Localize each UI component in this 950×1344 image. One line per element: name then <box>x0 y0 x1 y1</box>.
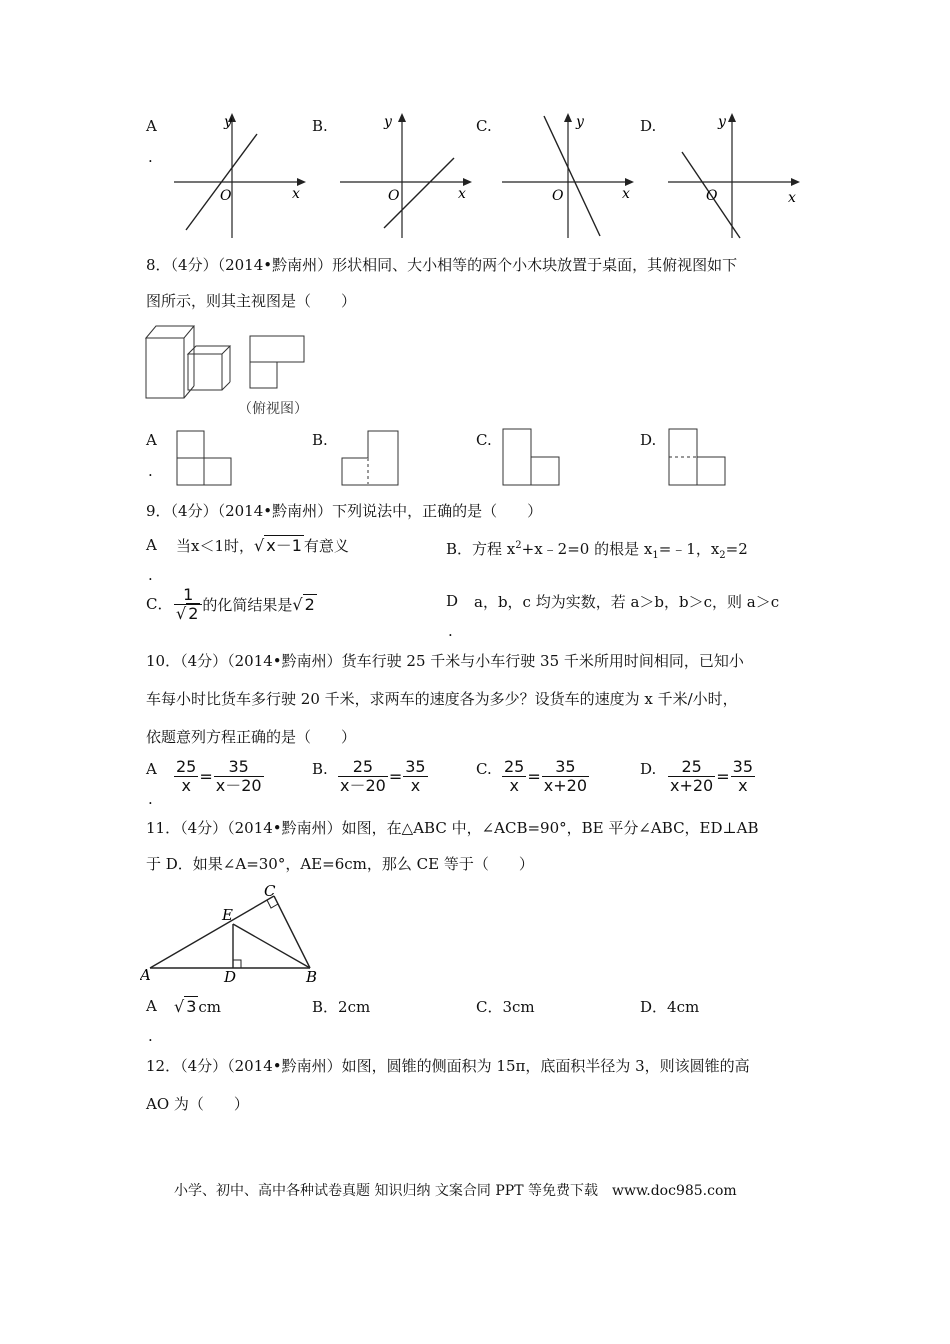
q9-option-a <box>176 535 349 557</box>
q11-option-a-dot: . <box>148 1027 153 1045</box>
q9-option-c-numerator: 1 <box>174 586 202 605</box>
q9-option-a-post: 有意义 <box>303 537 349 555</box>
q9-option-d-text: a，b，c 均为实数，若 a＞b，b＞c，则 a＞c <box>474 593 780 611</box>
q11-option-a-unit: cm <box>198 998 222 1016</box>
q10-b-eq: = <box>388 767 403 786</box>
q8-option-d-figure <box>668 428 728 488</box>
q9-option-b-text1: 方程 x <box>472 540 516 558</box>
q10-c-eq: = <box>527 767 541 786</box>
q11-option-a-sqrt: √ 3 <box>174 997 197 1016</box>
q10-option-d-equation <box>668 758 755 795</box>
q10-stem-line2: 车每小时比货车多行驶 20 千米，求两车的速度各为多少？设货车的速度为 x 千米/小时， <box>146 690 738 708</box>
q7-graph-d <box>666 110 806 242</box>
q7-graph-a-x-label: x <box>292 186 300 202</box>
q7-graph-b-origin: O <box>388 188 400 204</box>
q9-option-a-sqrt: √ x－1 <box>254 536 302 555</box>
q11-option-a-radicand: 3 <box>186 997 197 1016</box>
q10-d-d1: x+20 <box>670 776 714 795</box>
q8-option-b-figure <box>340 430 402 488</box>
q8-option-c-figure <box>502 428 562 488</box>
q9-option-a-radicand: x－1 <box>266 536 302 555</box>
q10-a-n2: 35 <box>214 758 264 777</box>
q7-graph-c-x-label: x <box>622 186 630 202</box>
q9-option-c-den-radicand: 2 <box>188 604 199 623</box>
q7-graph-b-y-label: y <box>384 114 392 130</box>
q8-top-view-caption: （俯视图） <box>238 401 308 417</box>
q11-label-a: A <box>140 966 151 984</box>
q11-option-a <box>174 996 221 1018</box>
q10-b-d2: x <box>410 776 421 795</box>
q9-option-a-pre: 当x＜1时， <box>176 537 255 555</box>
q10-option-d-letter: D. <box>640 760 657 778</box>
q11-label-d: D <box>224 968 237 986</box>
q8-option-a-dot: . <box>148 462 153 480</box>
q12-stem-line1: 12．（4分）（2014•黔南州）如图，圆锥的侧面积为 15π，底面积半径为 3，则该圆锥的高 <box>146 1057 750 1075</box>
q8-option-d-letter: D. <box>640 431 657 449</box>
q9-stem: 9．（4分）（2014•黔南州）下列说法中，正确的是（ ） <box>146 502 543 520</box>
q9-option-a-letter: A <box>146 536 157 554</box>
q10-d-n1: 25 <box>668 758 715 777</box>
q10-d-eq: = <box>716 767 730 786</box>
q7-graph-a-y-label: y <box>224 114 232 130</box>
q10-a-n1: 25 <box>176 757 197 776</box>
q9-option-d-letter: D <box>446 592 459 610</box>
q11-triangle-figure <box>140 884 330 986</box>
q9-option-b-sub1: 1 <box>652 550 659 561</box>
q9-option-c-post: 的化简结果是 <box>202 596 293 614</box>
q7-graph-b-x-label: x <box>458 186 466 202</box>
q10-a-d1: x <box>181 776 191 795</box>
q9-option-c-radicand: 2 <box>304 595 315 614</box>
q11-option-b: B．2cm <box>312 998 371 1016</box>
q11-option-a-letter: A <box>146 997 157 1015</box>
q11-label-c: C <box>264 884 276 900</box>
q11-stem-line1: 11．（4分）（2014•黔南州）如图，在△ABC 中，∠ACB=90°，BE 平分∠ABC，ED⊥AB <box>146 819 759 837</box>
q9-option-b-text4: =2 <box>725 540 748 558</box>
q9-option-c-fraction <box>174 586 202 623</box>
q7-option-a-dot: . <box>148 148 153 166</box>
q9-option-b-letter: B． <box>446 540 473 558</box>
q9-option-c-letter: C． <box>146 595 173 613</box>
q7-graph-d-x-label: x <box>788 190 796 206</box>
q10-d-d2: x <box>738 776 748 795</box>
q7-graph-a <box>172 110 312 242</box>
q10-b-d1: x－20 <box>340 776 386 795</box>
q9-option-b-sub2: 2 <box>719 550 726 561</box>
q8-option-c-letter: C. <box>476 431 492 449</box>
page-footer: 小学、初中、高中各种试卷真题 知识归纳 文案合同 PPT 等免费下载 www.doc985.com <box>174 1183 737 1199</box>
q7-option-a-letter: A <box>146 117 157 135</box>
q11-label-e: E <box>222 906 233 924</box>
q8-stem-line2: 图所示，则其主视图是（ ） <box>146 292 357 310</box>
q10-b-n1: 25 <box>338 758 388 777</box>
q10-c-n1: 25 <box>504 757 525 776</box>
q10-option-a-letter: A <box>146 760 157 778</box>
q9-option-c-sqrt: √ 2 <box>292 595 315 614</box>
q10-option-b-letter: B. <box>312 760 328 778</box>
q10-option-a-dot: . <box>148 790 153 808</box>
q10-c-n2: 35 <box>542 758 589 777</box>
q10-c-d1: x <box>509 776 519 795</box>
q8-option-a-letter: A <box>146 431 157 449</box>
q9-option-b-text2: +x﹣2=0 的根是 x <box>521 540 653 558</box>
q9-option-d-dot: . <box>448 622 453 640</box>
q8-option-b-letter: B. <box>312 431 328 449</box>
q10-a-d2: x－20 <box>215 776 262 795</box>
q7-option-d-letter: D. <box>640 117 657 135</box>
q11-label-b: B <box>306 968 318 986</box>
q10-stem-line1: 10．（4分）（2014•黔南州）货车行驶 25 千米与小车行驶 35 千米所用时间相同，已知小 <box>146 652 744 670</box>
q10-d-n2: 35 <box>732 757 753 776</box>
q9-option-c-denominator: √ 2 <box>176 604 199 623</box>
q9-option-c <box>174 586 317 623</box>
q7-graph-c <box>500 110 640 242</box>
q12-stem-line2: AO 为（ ） <box>146 1095 249 1113</box>
q10-option-a-equation <box>174 758 264 795</box>
q8-option-a-figure <box>176 430 236 488</box>
q7-graph-c-y-label: y <box>576 114 584 130</box>
q9-option-b-sup: 2 <box>515 540 522 551</box>
q11-stem-line2: 于 D．如果∠A=30°，AE=6cm，那么 CE 等于（ ） <box>146 855 534 873</box>
q10-option-b-equation <box>338 758 428 795</box>
q10-option-c-letter: C. <box>476 760 492 778</box>
q7-option-c-letter: C. <box>476 117 492 135</box>
q7-graph-c-origin: O <box>552 188 564 204</box>
q8-blocks-figure <box>142 320 322 404</box>
q8-stem-line1: 8．（4分）（2014•黔南州）形状相同、大小相等的两个小木块放置于桌面，其俯视图如下 <box>146 256 738 274</box>
q11-option-c: C．3cm <box>476 998 535 1016</box>
q9-option-a-dot: . <box>148 566 153 584</box>
q10-c-d2: x+20 <box>543 776 587 795</box>
q10-b-n2: 35 <box>405 757 426 776</box>
q9-option-b <box>446 535 748 567</box>
q7-graph-a-origin: O <box>220 188 232 204</box>
q11-option-d: D．4cm <box>640 998 700 1016</box>
q10-stem-line3: 依题意列方程正确的是（ ） <box>146 728 357 746</box>
q7-option-b-letter: B. <box>312 117 328 135</box>
q9-option-b-text3: =﹣1，x <box>658 540 720 558</box>
q10-option-c-equation <box>502 758 589 795</box>
q7-graph-b <box>338 110 478 242</box>
q10-a-eq: = <box>199 767 213 786</box>
q7-graph-d-y-label: y <box>718 114 726 130</box>
q7-graph-d-origin: O <box>706 188 718 204</box>
